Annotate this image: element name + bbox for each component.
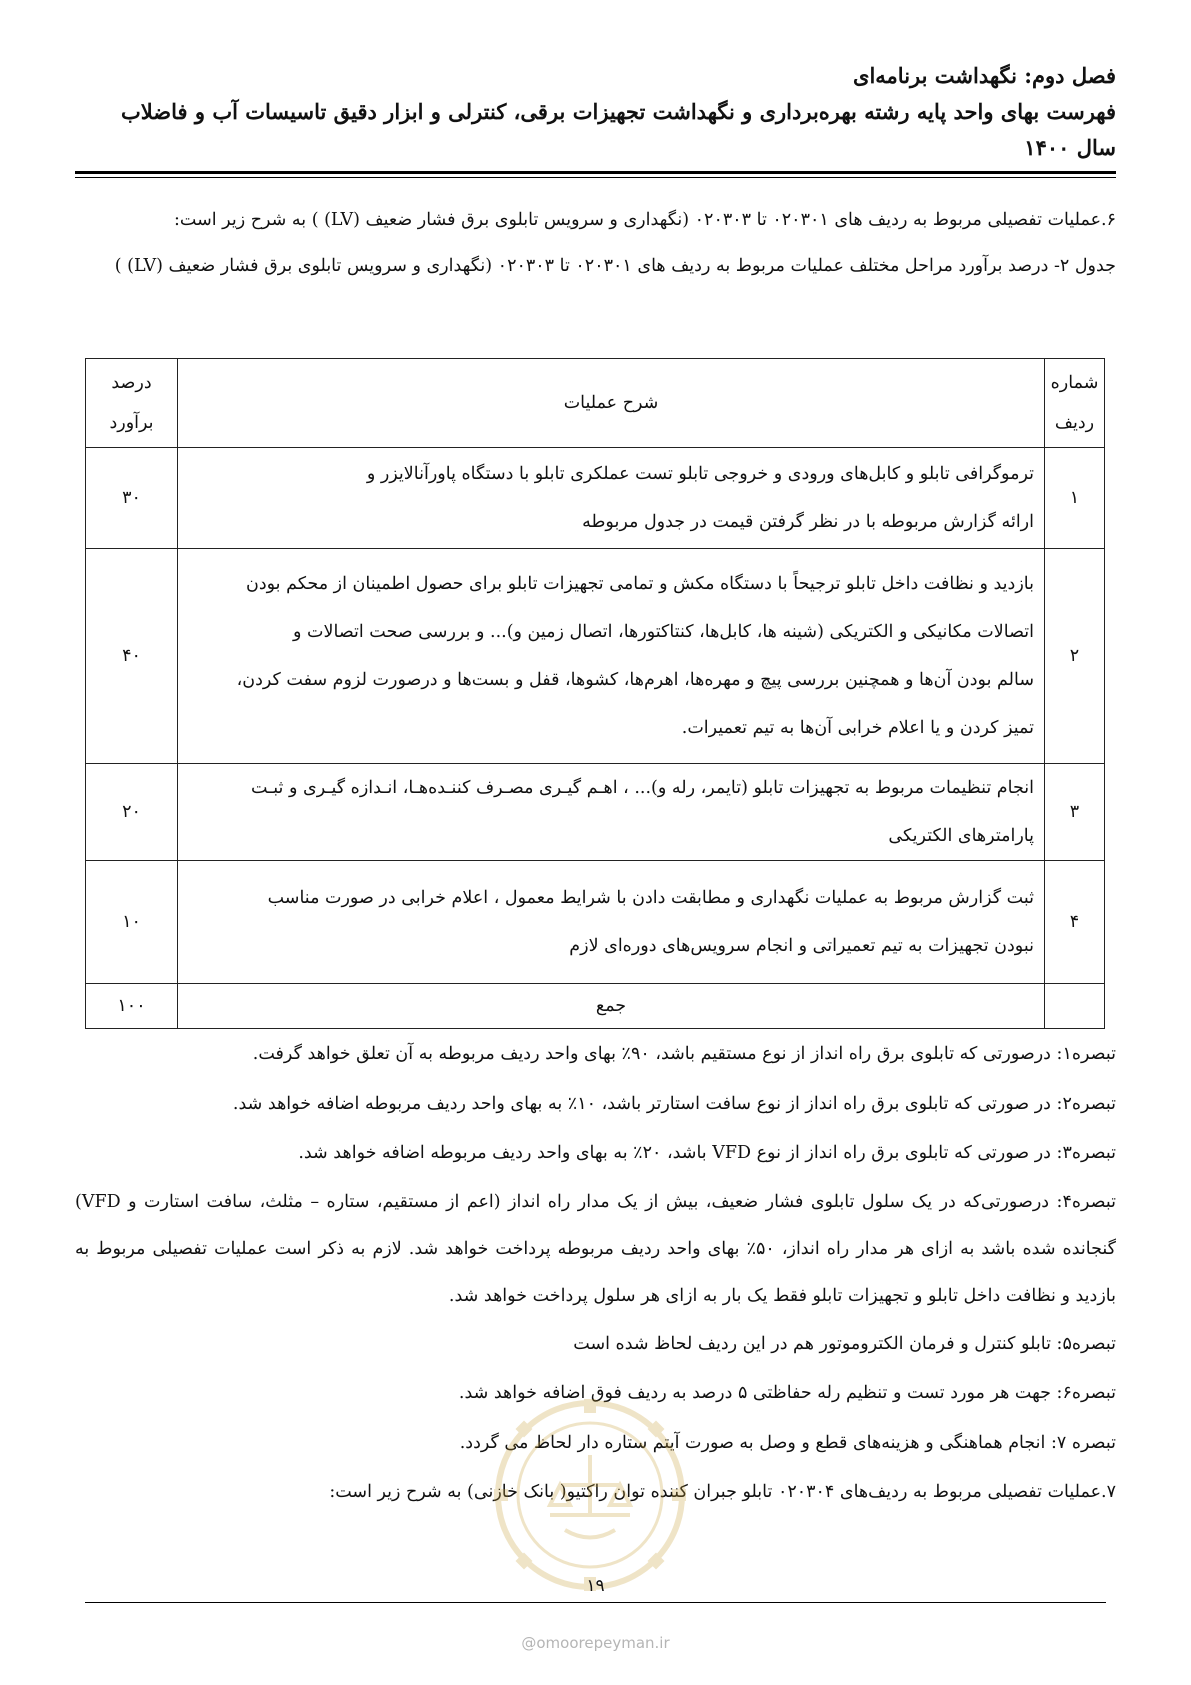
page-header: [75, 58, 1116, 166]
header-rule-thick: [75, 171, 1116, 174]
note-item: تبصره۴: درصورتی‌که در یک سلول تابلوی فشار ضعیف، بیش از یک مدار راه انداز (اعم از مستقیم، ستاره – مثلث، سافت استارت و VFD) گنجانده شده باشد به ازای هر مدار راه انداز، ۵۰٪ بهای واحد ردیف مربوطه پرداخت خواهد شد. لازم به ذکر است عملیات تفصیلی مربوط به بازدید و نظافت داخل تابلو و تجهیزات تابلو فقط یک بار به ازای هر سلول پرداخت خواهد شد.: [75, 1191, 1117, 1306]
header-row-number: [1045, 359, 1105, 448]
row-description: [178, 764, 1045, 861]
note-item: تبصره۲: در صورتی که تابلوی برق راه انداز از نوع سافت استارتر باشد، ۱۰٪ به بهای واحد ردیف مربوطه اضافه خواهد شد.: [232, 1093, 1116, 1114]
table-row: [86, 549, 1105, 764]
row-description-line: اتصالات مکانیکی و الکتریکی (شینه ها، کابل‌ها، کنتاکتورها، اتصال زمین و)... و بررسی صحت اتصالات و: [293, 622, 1034, 642]
header-percent-line: برآورد: [109, 413, 154, 433]
table-caption: جدول ۲- درصد برآورد مراحل مختلف عملیات مربوط به ردیف های ۰۲۰۳۰۱ تا ۰۲۰۳۰۳ (نگهداری و سرویس تابلوی برق فشار ضعیف (LV) ): [114, 256, 1116, 276]
header-percent: [86, 359, 178, 448]
row-description-line: نبودن تجهیزات به تیم تعمیراتی و انجام سرویس‌های دوره‌ای لازم: [569, 936, 1034, 956]
row-number: ۴: [1045, 861, 1105, 984]
row-percent: ۲۰: [86, 764, 178, 861]
row-description-line: سالم بودن آن‌ها و همچنین بررسی پیچ و مهره‌ها، اهرم‌ها، کشوها، قفل و بست‌ها و درصورت لزوم سفت کردن،: [236, 670, 1034, 690]
table-row: [86, 764, 1105, 861]
row-number: ۳: [1045, 764, 1105, 861]
note-item: تبصره۳: در صورتی که تابلوی برق راه انداز از نوع VFD باشد، ۲۰٪ به بهای واحد ردیف مربوطه اضافه خواهد شد.: [298, 1143, 1116, 1163]
document-title: فهرست بهای واحد پایه رشته بهره‌برداری و نگهداشت تجهیزات برقی، کنترلی و ابزار دقیق تاسیسات آب و فاضلاب سال ۱۴۰۰: [120, 99, 1116, 160]
table-row: [86, 448, 1105, 549]
row-percent: ۴۰: [86, 549, 178, 764]
row-description: [178, 861, 1045, 984]
note-item: تبصره ۷: انجام هماهنگی و هزینه‌های قطع و وصل به صورت آیتم ستاره دار لحاظ می گردد.: [459, 1432, 1116, 1453]
note-item: تبصره۵: تابلو کنترل و فرمان الکتروموتور هم در این ردیف لحاظ شده است: [573, 1333, 1116, 1354]
row-number: ۱: [1045, 448, 1105, 549]
note-item: تبصره۱: درصورتی که تابلوی برق راه انداز از نوع مستقیم باشد، ۹۰٪ بهای واحد ردیف مربوطه به آن تعلق خواهد گرفت.: [252, 1044, 1116, 1064]
website-watermark: @omoorepeyman.ir: [521, 1634, 670, 1652]
total-empty-cell: [1045, 984, 1105, 1029]
header-row-number-line: شماره: [1050, 373, 1099, 393]
row-description-line: انجام تنظیمات مربوط به تجهیزات تابلو (تایمر، رله و)... ، اهـم گیـری مصـرف کننـده‌هـا، انـدازه گیـری و ثبـت: [250, 778, 1034, 798]
row-percent: ۱۰: [86, 861, 178, 984]
row-description-line: ثبت گزارش مربوط به عملیات نگهداری و مطابقت دادن با شرایط معمول ، اعلام خرابی در صورت مناسب: [267, 888, 1034, 908]
watermark-seal-icon: [490, 1395, 690, 1595]
row-description-line: تمیز کردن و یا اعلام خرابی آن‌ها به تیم تعمیرات.: [681, 718, 1034, 738]
row-description-line: ارائه گزارش مربوطه با در نظر گرفتن قیمت در جدول مربوطه: [582, 512, 1034, 532]
row-description-line: پارامترهای الکتریکی: [888, 826, 1034, 846]
header-percent-line: درصد: [111, 373, 152, 393]
footer-rule: [85, 1602, 1106, 1603]
chapter-title: فصل دوم: نگهداشت برنامه‌ای: [853, 63, 1116, 88]
section-7-intro: ۷.عملیات تفصیلی مربوط به ردیف‌های ۰۲۰۳۰۴ تابلو جبران کننده توان راکتیو( بانک خازنی) به شرح زیر است:: [329, 1482, 1116, 1502]
row-number: ۲: [1045, 549, 1105, 764]
row-description: [178, 448, 1045, 549]
header-description: شرح عملیات: [178, 359, 1045, 448]
header-row-number-line: ردیف: [1054, 413, 1095, 433]
row-percent: ۳۰: [86, 448, 178, 549]
table-row: [86, 861, 1105, 984]
total-label: جمع: [178, 984, 1045, 1029]
page-number: ۱۹: [586, 1576, 605, 1596]
table-total-row: [86, 984, 1105, 1029]
total-percent: ۱۰۰: [86, 984, 178, 1029]
row-description-line: بازدید و نظافت داخل تابلو ترجیحاً با دستگاه مکش و تمامی تجهیزات تابلو برای حصول اطمینان از محکم بودن: [245, 574, 1034, 594]
operations-table: [85, 358, 1105, 1029]
table-header-row: [86, 359, 1105, 448]
row-description-line: ترموگرافی تابلو و کابل‌های ورودی و خروجی تابلو تست عملکری تابلو با دستگاه پاورآنالایزر و: [366, 464, 1034, 484]
row-description: [178, 549, 1045, 764]
section-6-intro: ۶.عملیات تفصیلی مربوط به ردیف های ۰۲۰۳۰۱ تا ۰۲۰۳۰۳ (نگهداری و سرویس تابلوی برق فشار ضعیف (LV) ) به شرح زیر است:: [174, 210, 1116, 230]
header-rule-thin: [75, 177, 1116, 178]
note-item: تبصره۶: جهت هر مورد تست و تنظیم رله حفاظتی ۵ درصد به ردیف فوق اضافه خواهد شد.: [458, 1383, 1116, 1403]
